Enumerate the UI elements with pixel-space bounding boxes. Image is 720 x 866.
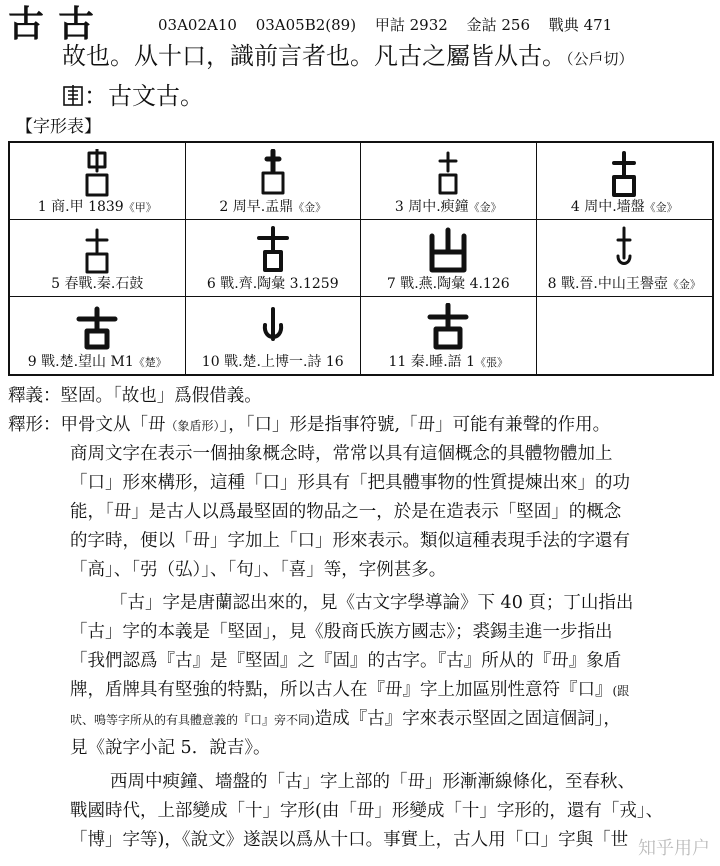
glyph-cell-11	[361, 297, 537, 374]
ancient-glyph-icon	[418, 303, 478, 353]
glyph-caption: 1 商.甲 1839《甲》	[37, 199, 157, 215]
text-line-3: 商周文字在表示一個抽象概念時，常常以具有這個概念的具體物體加上	[70, 444, 613, 464]
text-line-1: 釋義：堅固。「故也」爲假借義。	[8, 386, 262, 406]
glyph-cell-3	[361, 143, 537, 220]
code-unicode-2: 03A05B2(89)	[255, 16, 357, 34]
glyph-caption: 3 周中.瘐鐘《金》	[394, 199, 502, 215]
glyph-caption: 11 秦.睡.語 1《張》	[388, 354, 509, 370]
ancient-glyph-icon	[243, 149, 303, 199]
text-line-16: 「博」字等)，《說文》遂誤以爲从十口。事實上，古人用「口」字與「世	[70, 830, 629, 850]
shuowen-definition: 故也。从十口，識前言者也。凡古之屬皆从古。（公戶切）	[62, 42, 634, 70]
glyph-cell-5	[10, 220, 186, 297]
glyph-table	[8, 141, 714, 376]
glyph-cell-6	[186, 220, 362, 297]
glyph-cell-empty	[537, 297, 713, 374]
text-line-10: 「我們認爲『古』是『堅固』之『固』的古字。『古』所从的『毌』象盾	[70, 651, 622, 671]
ancient-glyph-icon	[594, 226, 654, 276]
ancient-glyph-icon	[594, 149, 654, 199]
glyph-caption: 8 戰.晉.中山王譽壺《金》	[547, 276, 701, 292]
ancient-form-note: ：古文古。	[62, 80, 204, 112]
text-line-13: 見《說字小記 5．說吉》。	[70, 738, 271, 758]
text-line-12: 吠、鳴等字所从的有具體意義的『口』旁不同)造成『古』字來表示堅固之固這個詞」，	[70, 709, 621, 729]
text-line-2: 釋形：甲骨文从「毌（象盾形）」，「口」形是指事符號,「毌」可能有兼聲的作用。	[8, 415, 611, 435]
glyph-caption: 9 戰.楚.望山 M1《楚》	[27, 354, 167, 370]
ancient-glyph-icon	[67, 226, 127, 276]
code-jiagu: 甲詁 2932	[374, 16, 448, 34]
ancient-glyph-icon	[67, 303, 127, 353]
head-character: 古古	[8, 3, 109, 45]
glyph-caption: 5 春戰.秦.石鼓	[51, 276, 144, 292]
glyph-cell-8	[537, 220, 713, 297]
text-line-4: 「口」形來構形，這種「口」形具有「把具體事物的性質提煉出來」的功	[70, 473, 630, 493]
glyph-caption: 4 周中.墻盤《金》	[570, 199, 678, 215]
ancient-glyph-icon	[243, 226, 303, 276]
glyph-caption: 2 周早.盂鼎《金》	[219, 199, 327, 215]
glyph-cell-1	[10, 143, 186, 220]
text-line-8: 「古」字是唐蘭認出來的，見《古文字學導論》下 40 頁；丁山指出	[110, 593, 634, 613]
fanqie-reading: （公戶切）	[566, 50, 634, 68]
code-unicode-1: 03A02A10	[158, 16, 237, 34]
text-line-5: 能，「毌」是古人以爲最堅固的物品之一，於是在造表示「堅固」的概念	[70, 502, 622, 522]
glyph-table-label: 【字形表】	[16, 117, 101, 137]
glyph-cell-4	[537, 143, 713, 220]
glyph-cell-9	[10, 297, 186, 374]
glyph-cell-10	[186, 297, 362, 374]
entry-header	[8, 4, 718, 44]
glyph-caption: 6 戰.齊.陶彙 3.1259	[206, 276, 339, 292]
glyph-cell-7	[361, 220, 537, 297]
glyph-caption: 7 戰.燕.陶彙 4.126	[386, 276, 510, 292]
watermark: 知乎用户	[638, 838, 710, 859]
reference-codes	[158, 14, 626, 35]
text-line-15: 戰國時代，上部變成「十」字形(由「毌」形變成「十」字形的，還有「戎」、	[70, 801, 664, 821]
text-line-7: 「高」、「弜（弘）」、「句」、「喜」等，字例甚多。	[70, 560, 447, 580]
text-line-11: 牌，盾牌具有堅強的特點，所以古人在『毌』字上加區別性意符『口』(跟	[70, 680, 630, 700]
text-line-14: 西周中瘐鐘、墻盤的「古」字上部的「毌」形漸漸線條化，至春秋、	[110, 772, 635, 792]
ancient-glyph-icon	[418, 226, 478, 276]
ancient-glyph-icon	[243, 303, 303, 353]
seal-character-icon	[62, 83, 84, 107]
glyph-cell-2	[186, 143, 362, 220]
glyph-caption: 10 戰.楚.上博一.詩 16	[201, 354, 344, 370]
text-line-9: 「古」字的本義是「堅固」，見《殷商氏族方國志》；裘錫圭進一步指出	[70, 622, 613, 642]
ancient-glyph-icon	[67, 149, 127, 199]
code-zhandian: 戰典 471	[548, 16, 613, 34]
code-jingu: 金詁 256	[466, 16, 531, 34]
ancient-glyph-icon	[418, 149, 478, 199]
text-line-6: 的字時，便以「毌」字加上「口」形來表示。類似這種表現手法的字還有	[70, 531, 630, 551]
